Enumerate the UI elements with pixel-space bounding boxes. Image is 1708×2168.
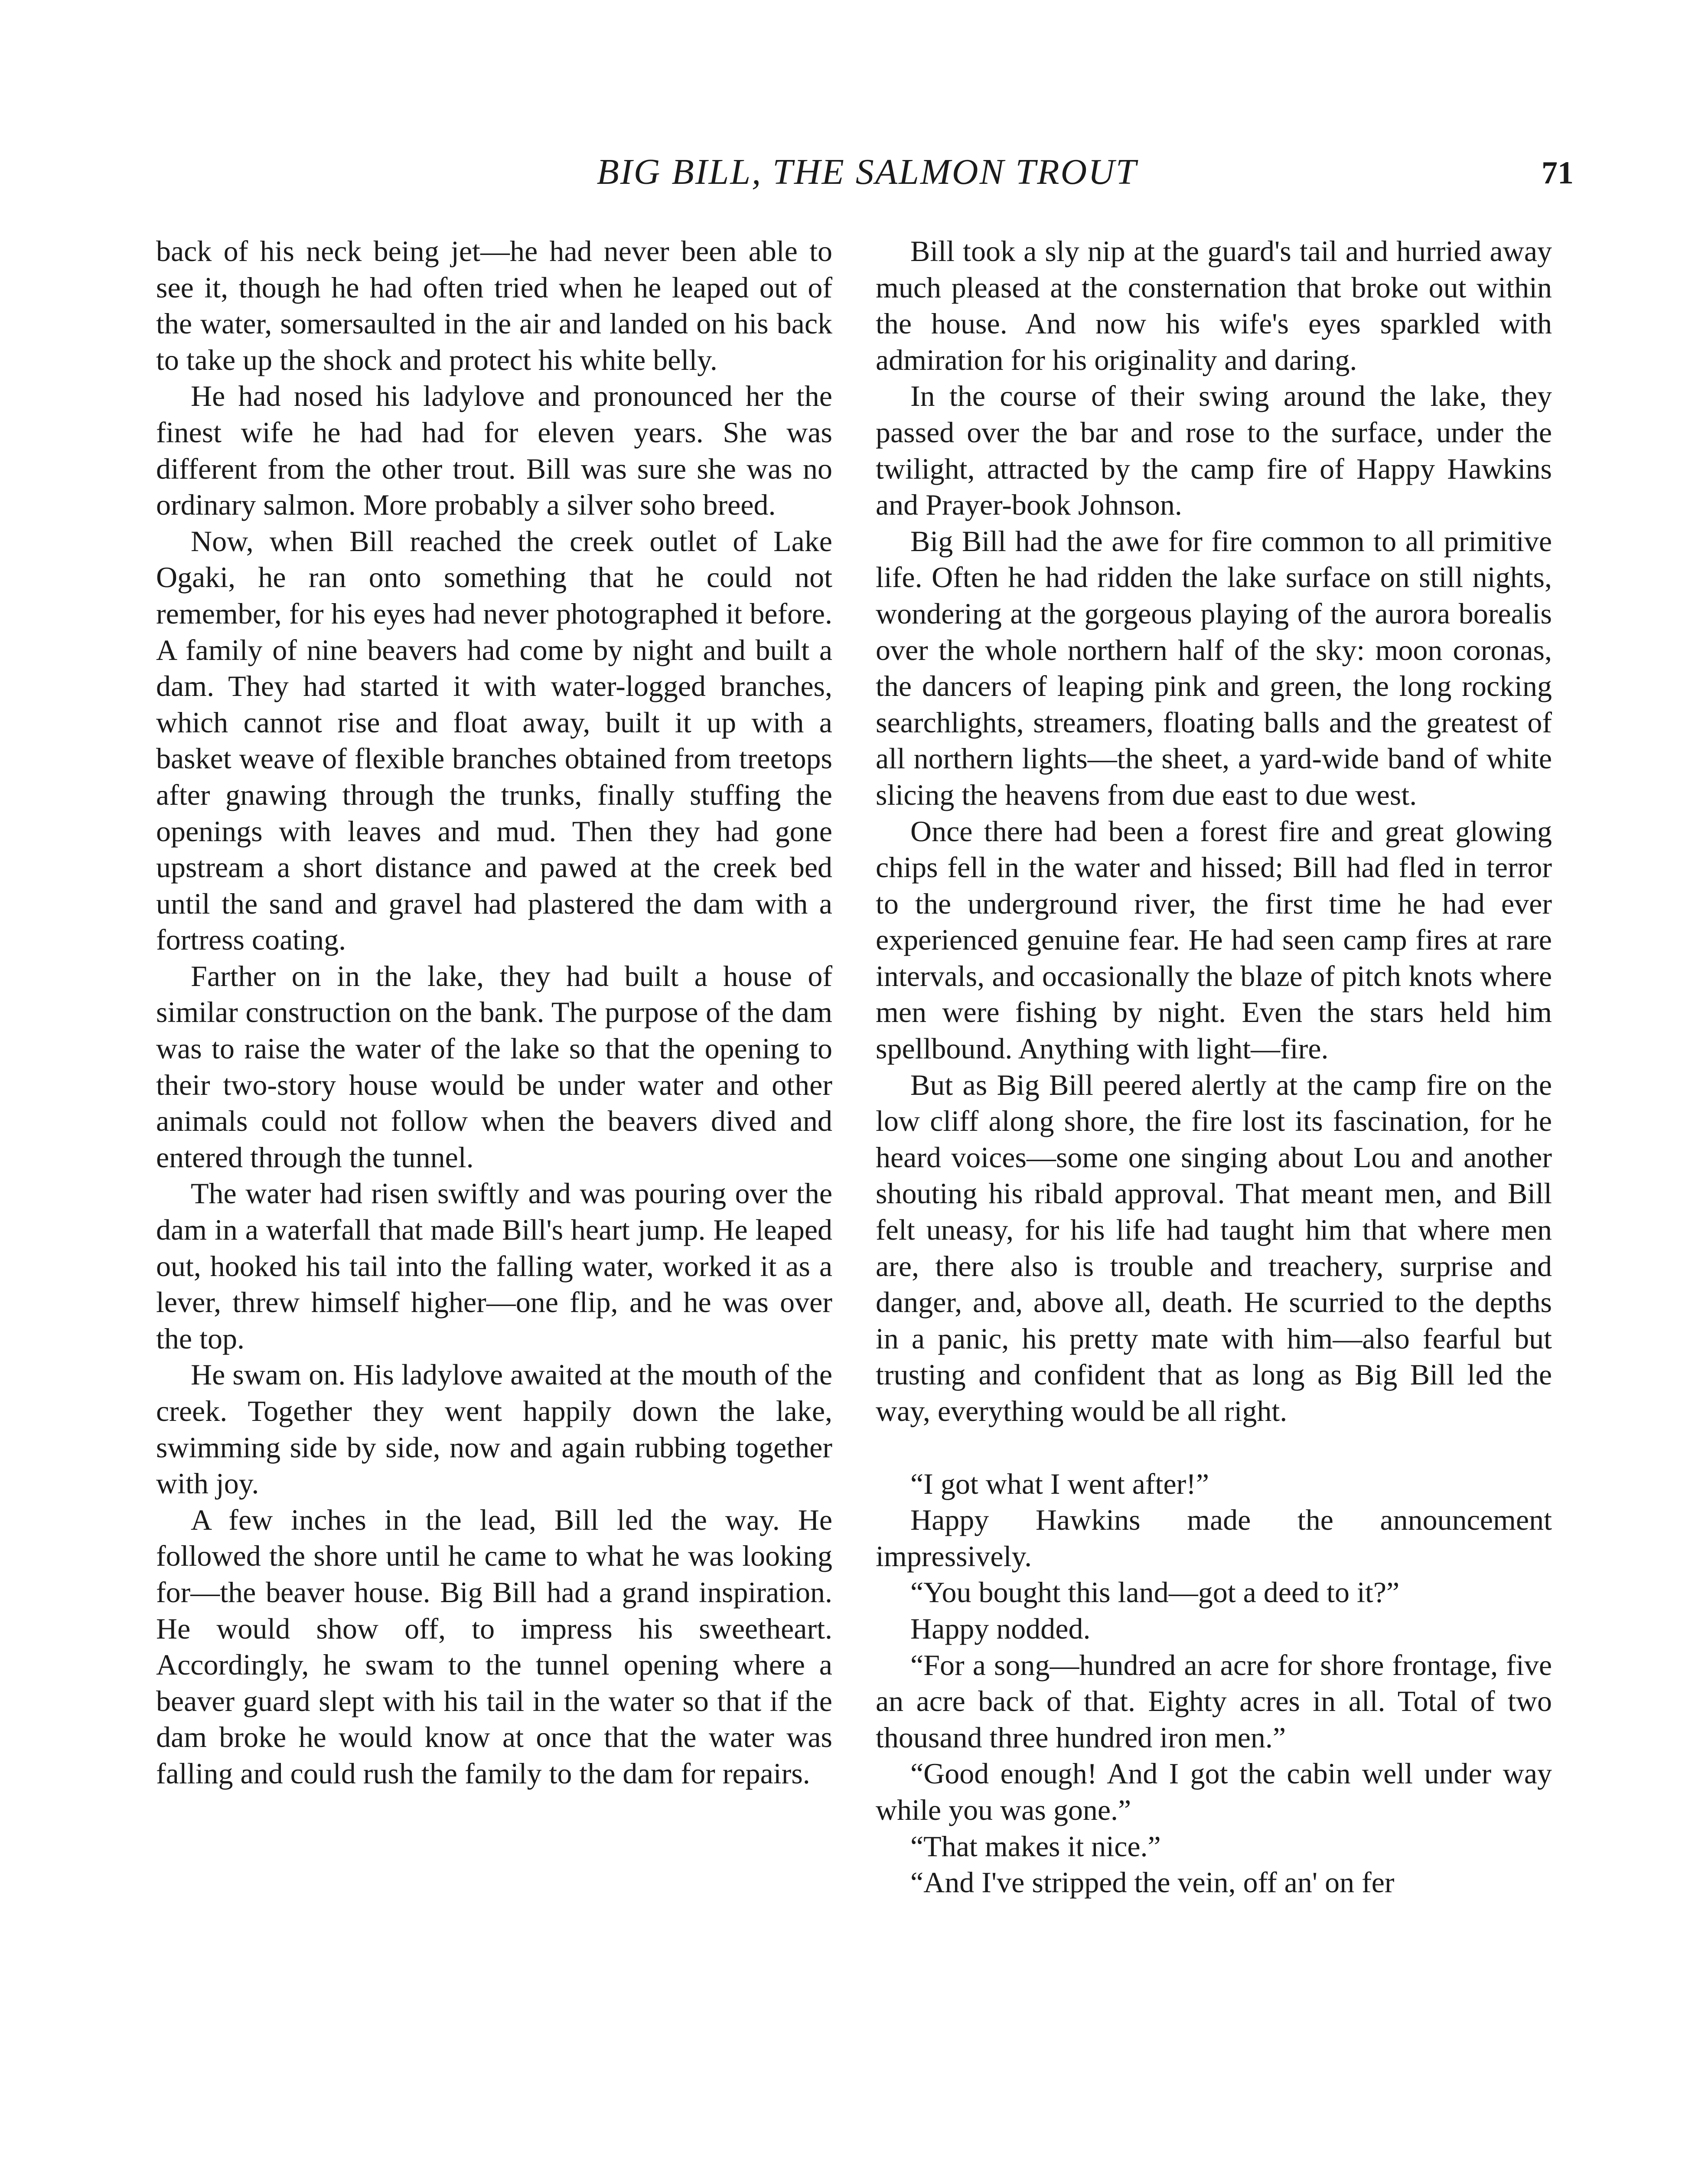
dialogue-line: “You bought this land—got a deed to it?” xyxy=(910,1576,1400,1609)
paragraph: Happy nodded. xyxy=(910,1612,1091,1645)
paragraph: A few inches in the lead, Bill led the way. He followed the shore until he came to what he was looking for—the beaver house. Big Bill had a grand inspiration. He would show off, to impress his sweetheart. Accordingly, he swam to the tunnel opening where a beaver guard slept with his tail in the water so that if the dam broke he would know at once that the water was falling and could rush the family to the dam for repairs. xyxy=(156,1503,832,1790)
dialogue-line: “Good enough! And I got the cabin well under way while you was gone.” xyxy=(876,1757,1552,1826)
paragraph: back of his neck being jet—he had never been able to see it, though he had often tried when he leaped out of the water, somersaulted in the air and landed on his back to take up the shock and protect his white belly. xyxy=(156,235,832,376)
running-title: BIG BILL, THE SALMON TROUT xyxy=(596,152,1138,192)
paragraph: The water had risen swiftly and was pouring over the dam in a waterfall that made Bill's heart jump. He leaped out, hooked his tail into the falling water, worked it as a lever, threw himself higher—one flip, and he was over the top. xyxy=(156,1177,832,1355)
text-column-left xyxy=(156,233,832,1792)
dialogue-line: “And I've stripped the vein, off an' on fer xyxy=(910,1866,1395,1899)
dialogue-line: “I got what I went after!” xyxy=(910,1467,1209,1500)
page-number: 71 xyxy=(1542,155,1574,191)
dialogue-line: “That makes it nice.” xyxy=(910,1829,1161,1863)
paragraph: He swam on. His ladylove awaited at the mouth of the creek. Together they went happily down the lake, swimming side by side, now and again rubbing together with joy. xyxy=(156,1358,832,1500)
text-column-right xyxy=(876,233,1552,1901)
paragraph: Bill took a sly nip at the guard's tail and hurried away much pleased at the consternation that broke out within the house. And now his wife's eyes sparkled with admiration for his originality and daring. xyxy=(876,235,1552,376)
paragraph: But as Big Bill peered alertly at the camp fire on the low cliff along shore, the fire lost its fascination, for he heard voices—some one singing about Lou and another shouting his ribald approval. That meant men, and Bill felt uneasy, for his life had taught him that where men are, there also is trouble and treachery, surprise and danger, and, above all, death. He scurried to the depths in a panic, his pretty mate with him—also fearful but trusting and confident that as long as Big Bill led the way, everything would be all right. xyxy=(876,1068,1552,1427)
paragraph: Farther on in the lake, they had built a house of similar construction on the bank. The purpose of the dam was to raise the water of the lake so that the opening to their two-story house would be under water and other animals could not follow when the beavers dived and entered through the tunnel. xyxy=(156,959,832,1174)
paragraph: In the course of their swing around the lake, they passed over the bar and rose to the surface, under the twilight, attracted by the camp fire of Happy Hawkins and Prayer-book Johnson. xyxy=(876,379,1552,522)
paragraph: He had nosed his ladylove and pronounced her the finest wife he had had for eleven years. She was different from the other trout. Bill was sure she was no ordinary salmon. More probably a silver soho breed. xyxy=(156,379,832,522)
paragraph: Big Bill had the awe for fire common to all primitive life. Often he had ridden the lake surface on still nights, wondering at the gorgeous playing of the aurora borealis over the whole northern half of the sky: moon coronas, the dancers of leaping pink and green, the long rocking searchlights, streamers, floating balls and the greatest of all northern lights—the sheet, a yard-wide band of white slicing the heavens from due east to due west. xyxy=(876,524,1552,811)
paragraph: Once there had been a forest fire and great glowing chips fell in the water and hissed; Bill had fled in terror to the underground river, the first time he had ever experienced genuine fear. He had seen camp fires at rare intervals, and occasionally the blaze of pitch knots where men were fishing by night. Even the stars held him spellbound. Anything with light—fire. xyxy=(876,814,1552,1065)
dialogue-line: “For a song—hundred an acre for shore frontage, five an acre back of that. Eighty acres in all. Total of two thousand three hundred iron men.” xyxy=(876,1648,1552,1754)
paragraph: Now, when Bill reached the creek outlet of Lake Ogaki, he ran onto something that he could not remember, for his eyes had never photographed it before. A family of nine beavers had come by night and built a dam. They had started it with water-logged branches, which cannot rise and float away, built it up with a basket weave of flexible branches obtained from treetops after gnawing through the trunks, finally stuffing the openings with leaves and mud. Then they had gone upstream a short distance and pawed at the creek bed until the sand and gravel had plastered the dam with a fortress coating. xyxy=(156,524,832,957)
paragraph: Happy Hawkins made the announcement impressively. xyxy=(876,1503,1552,1573)
